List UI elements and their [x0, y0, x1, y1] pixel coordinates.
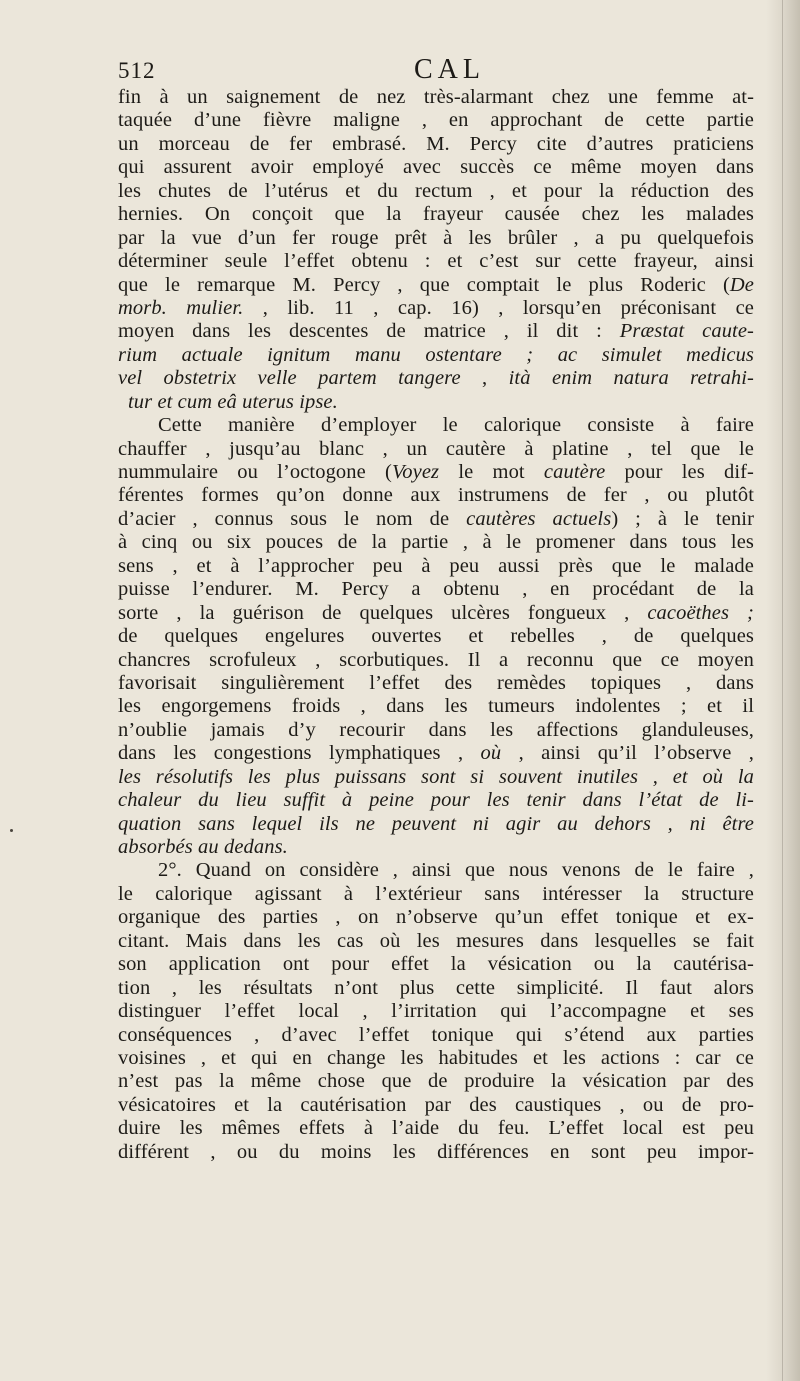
- running-head: CAL: [414, 54, 485, 85]
- text-run: chauffer , jusqu’au blanc , un cautère à platine , tel que le: [118, 437, 754, 460]
- text-line: [118, 719, 754, 742]
- italic-text: tur et cum eâ uterus ipse.: [128, 390, 338, 413]
- italic-text: rium actuale ignitum manu ostentare ; ac simulet medicus: [118, 343, 754, 366]
- text-line: [118, 766, 754, 789]
- text-run: hernies. On conçoit que la frayeur causée chez les malades: [118, 203, 754, 226]
- text-run: fin à un saignement de nez très-alarmant chez une femme at-: [118, 86, 754, 108]
- italic-text: chaleur du lieu suffit à peine pour les tenir dans l’état de li-: [118, 789, 754, 812]
- text-run: tion , les résultats n’ont plus cette simplicité. Il faut alors: [118, 976, 754, 999]
- text-line: [118, 859, 754, 882]
- text-run: les engorgemens froids , dans les tumeurs indolentes ; et il: [118, 695, 754, 718]
- text-line: [118, 813, 754, 836]
- text-line: [118, 1024, 754, 1047]
- text-line: [118, 133, 754, 156]
- italic-text: ità enim natura retrahi-: [508, 367, 754, 390]
- text-run: sorte , la guérison de quelques ulcères fongueux ,: [118, 601, 648, 624]
- text-line: [118, 625, 754, 648]
- text-run: les chutes de l’utérus et du rectum , et pour la réduction des: [118, 179, 754, 202]
- italic-text: Præstat caute-: [619, 320, 754, 343]
- italic-text: les résolutifs les plus puissans sont si souvent inutiles , et où la: [118, 765, 754, 788]
- text-run: ,: [460, 367, 509, 390]
- text-run: déterminer seule l’effet obtenu : et c’est sur cette frayeur, ainsi: [118, 250, 754, 273]
- text-line: [118, 508, 754, 531]
- text-run: conséquences , d’avec l’effet tonique qui s’étend aux parties: [118, 1023, 754, 1046]
- text-run: sens , et à l’approcher peu à peu aussi près que le malade: [118, 554, 754, 577]
- italic-text: De: [729, 273, 754, 296]
- italic-text: cautère: [543, 461, 606, 483]
- text-run: différent , ou du moins les différences en sont peu impor-: [118, 1140, 754, 1163]
- text-line: [118, 883, 754, 906]
- text-line: [118, 836, 754, 859]
- text-line: [118, 1047, 754, 1070]
- italic-text: cautères actuels: [466, 507, 612, 530]
- text-line: [118, 438, 754, 461]
- text-run: à cinq ou six pouces de la partie , à le promener dans tous les: [118, 531, 754, 554]
- text-line: [118, 1070, 754, 1093]
- text-run: 2°. Quand on considère , ainsi que nous venons de le faire ,: [158, 859, 754, 882]
- text-run: Cette manière d’employer le calorique consiste à faire: [158, 414, 754, 437]
- text-run: férentes formes qu’on donne aux instrumens de fer , ou plutôt: [118, 484, 754, 507]
- text-line: [118, 320, 754, 343]
- text-run: duire les mêmes effets à l’aide du feu. L’effet local est peu: [118, 1117, 754, 1140]
- italic-text: quation sans lequel ils ne peuvent ni agir au dehors , ni être: [118, 812, 754, 835]
- text-line: [118, 461, 754, 484]
- text-run: favorisait singulièrement l’effet des remèdes topiques , dans: [118, 671, 754, 694]
- text-line: [118, 531, 754, 554]
- text-line: [118, 86, 754, 109]
- text-line: [118, 977, 754, 1000]
- text-run: moyen dans les descentes de matrice , il dit :: [118, 320, 620, 343]
- text-line: [118, 297, 754, 320]
- text-run: organique des parties , on n’observe qu’un effet tonique et ex-: [118, 906, 754, 929]
- text-line: [118, 1094, 754, 1117]
- text-run: pour les dif-: [605, 461, 754, 483]
- text-line: [118, 695, 754, 718]
- text-line: [118, 789, 754, 812]
- text-run: vésicatoires et la cautérisation par des caustiques , ou de pro-: [118, 1093, 754, 1116]
- text-run: distinguer l’effet local , l’irritation qui l’accompagne et ses: [118, 1000, 754, 1023]
- italic-text: absorbés au dedans.: [118, 836, 288, 858]
- text-line: [118, 484, 754, 507]
- text-line: [118, 344, 754, 367]
- text-run: nummulaire ou l’octogone (: [118, 461, 392, 483]
- italic-text: cacoëthes ;: [647, 601, 754, 624]
- text-run: de quelques engelures ouvertes et rebelles , de quelques: [118, 625, 754, 648]
- text-run: un morceau de fer embrasé. M. Percy cite d’autres praticiens: [118, 132, 754, 155]
- text-run: n’oublie jamais d’y recourir dans les affections glanduleuses,: [118, 718, 754, 741]
- text-run: citant. Mais dans les cas où les mesures dans lesquelles se fait: [118, 929, 754, 952]
- text-line: [118, 953, 754, 976]
- text-run: n’est pas la même chose que de produire la vésication par des: [118, 1070, 754, 1093]
- italic-text: Voyez: [391, 461, 440, 483]
- italic-text: où: [480, 742, 502, 765]
- text-run: qui assurent avoir employé avec succès ce même moyen dans: [118, 156, 754, 179]
- text-run: dans les congestions lymphatiques ,: [118, 742, 481, 765]
- text-line: [118, 156, 754, 179]
- text-run: taquée d’une fièvre maligne , en approchant de cette partie: [118, 109, 754, 132]
- text-line: [118, 250, 754, 273]
- text-line: [118, 742, 754, 765]
- text-line: [118, 1141, 754, 1164]
- text-run: chancres scrofuleux , scorbutiques. Il a reconnu que ce moyen: [118, 648, 754, 671]
- text-run: , ainsi qu’il l’observe ,: [501, 742, 754, 765]
- text-line: [118, 672, 754, 695]
- text-run: par la vue d’un fer rouge prêt à les brûler , a pu quelquefois: [118, 226, 754, 249]
- text-run: que le remarque M. Percy , que comptait le plus Roderic (: [118, 273, 730, 296]
- italic-text: vel obstetrix velle partem tangere: [118, 367, 461, 390]
- body-text: [118, 86, 754, 1164]
- text-line: [118, 274, 754, 297]
- text-line: [118, 602, 754, 625]
- text-line: [118, 367, 754, 390]
- text-line: [118, 906, 754, 929]
- ink-speck: [10, 829, 13, 832]
- text-run: puisse l’endurer. M. Percy a obtenu , en procédant de la: [118, 578, 754, 601]
- text-line: [118, 180, 754, 203]
- text-line: [118, 930, 754, 953]
- text-line: [118, 109, 754, 132]
- text-run: d’acier , connus sous le nom de: [118, 507, 467, 530]
- text-line: [118, 1117, 754, 1140]
- text-line: [118, 203, 754, 226]
- text-line: [118, 1000, 754, 1023]
- page-gutter-shadow: [766, 0, 800, 1381]
- text-run: voisines , et qui en change les habitudes et les actions : car ce: [118, 1046, 754, 1069]
- text-line: [118, 227, 754, 250]
- text-run: le mot: [439, 461, 544, 483]
- text-line: [118, 414, 754, 437]
- text-run: le calorique agissant à l’extérieur sans intéresser la structure: [118, 882, 754, 905]
- text-line: [118, 555, 754, 578]
- text-line: [118, 649, 754, 672]
- text-line: [118, 578, 754, 601]
- text-line: [118, 391, 754, 414]
- text-run: , lib. 11 , cap. 16) , lorsqu’en préconisant ce: [243, 296, 754, 319]
- page-header: [118, 54, 758, 88]
- italic-text: morb. mulier.: [118, 296, 244, 319]
- text-run: ) ; à le tenir: [611, 507, 754, 530]
- text-run: son application ont pour effet la vésication ou la cautérisa-: [118, 953, 754, 976]
- page-number: 512: [118, 58, 156, 83]
